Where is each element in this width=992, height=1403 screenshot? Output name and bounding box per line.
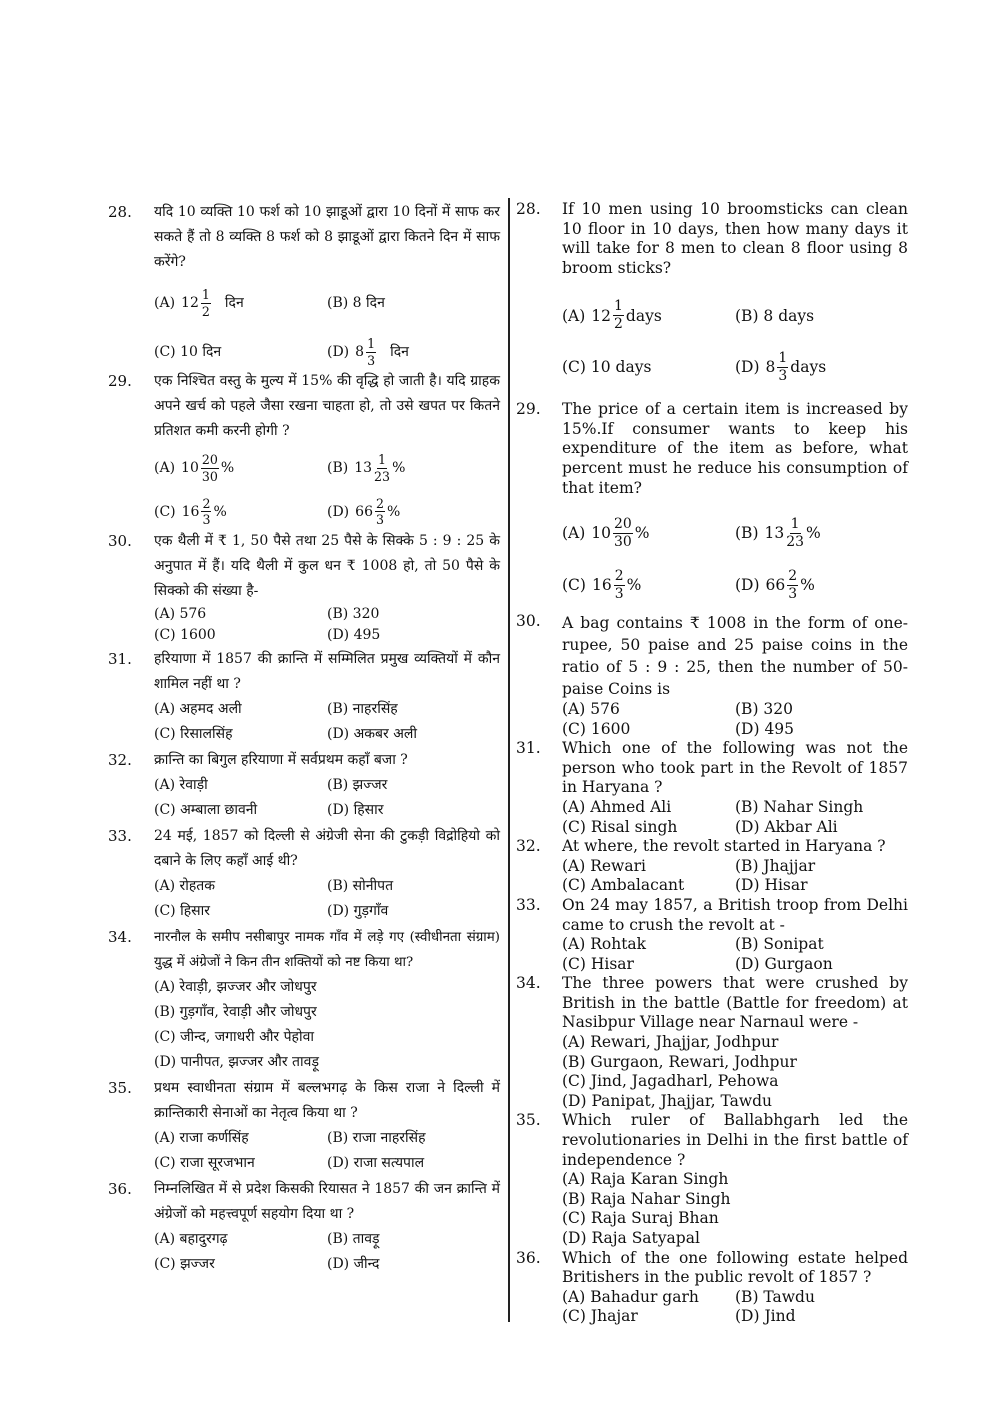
option-b: (B) Tawdu <box>735 1287 815 1306</box>
question-text: At where, the revolt started in Haryana ? <box>562 837 886 856</box>
question-32-english <box>516 837 908 896</box>
question-31-hindi <box>108 647 500 747</box>
option-b: (B) Gurgaon, Rewari, Jodhpur <box>562 1052 797 1071</box>
option-d: (D) Akbar Ali <box>735 817 838 836</box>
option-b: (B) नाहरसिंह <box>327 700 398 717</box>
question-number: 29. <box>108 372 132 391</box>
question-text: Which of the one following estate helped Britishers in the public revolt of 1857 ? <box>562 1248 908 1287</box>
question-text: हरियाणा में 1857 की क्रान्ति में सम्मिलित प्रमुख व्यक्तियों में कौन शामिल नहीं था ? <box>154 650 500 692</box>
option-c: (C) Jhajar <box>562 1307 638 1326</box>
question-text: एक निश्चित वस्तु के मुल्य में 15% की वृद्धि हो जाती है। यदि ग्राहक अपने खर्च को पहले जैसा रखना चाहता हो, तो उसे खपत पर कितने प्रतिशत कमी करनी होगी ? <box>154 373 500 440</box>
option-c: (C) झज्जर <box>154 1255 215 1272</box>
question-35-hindi <box>108 1076 500 1176</box>
option-d: (D) 495 <box>327 626 381 643</box>
question-33-english <box>516 896 908 974</box>
option-c: (C) 16 $\frac{2}{3}$ % <box>154 495 227 528</box>
question-number: 36. <box>108 1179 132 1198</box>
question-text: Which ruler of Ballabhgarh led the revolutionaries in Delhi in the first battle of independence ? <box>562 1111 908 1169</box>
question-30-hindi <box>108 529 500 646</box>
question-number: 35. <box>108 1078 132 1097</box>
option-b: (B) गुड़गाँव, रेवाड़ी और जोधपुर <box>154 1003 317 1020</box>
question-text: If 10 men using 10 broomsticks can clean 10 floor in 10 days, then how many days it will take for 8 men to clean 8 floor using 8 broom sticks? <box>562 200 908 277</box>
english-column <box>516 200 908 1327</box>
option-d: (D) अकबर अली <box>327 725 418 742</box>
option-a: (A) रोहतक <box>154 877 216 894</box>
option-a: (A) रेवाड़ी, झज्जर और जोधपुर <box>154 978 317 995</box>
question-text: 24 मई, 1857 को दिल्ली से अंग्रेजी सेना की टुकड़ी विद्रोहियो को दबाने के लिए कहाँ आई थी? <box>154 827 500 869</box>
option-a: (A) 10 $\frac{20}{30}$ % <box>154 452 235 484</box>
option-c: (C) 16 $\frac{2}{3}$ % <box>562 568 642 603</box>
option-a: (A) रेवाड़ी <box>154 776 208 793</box>
option-b: (B) 320 <box>327 605 380 622</box>
question-number: 35. <box>516 1111 541 1130</box>
option-a: (A) 12 $\frac{1}{2}$ दिन <box>154 287 244 319</box>
question-36-hindi <box>108 1177 500 1277</box>
option-a: (A) Rohtak <box>562 935 647 954</box>
option-a: (A) Ahmed Ali <box>562 797 672 816</box>
option-d: (D) पानीपत, झज्जर और तावड़ू <box>154 1053 319 1070</box>
question-number: 34. <box>108 927 132 946</box>
option-d: (D) 66 $\frac{2}{3}$ % <box>327 495 401 528</box>
question-number: 30. <box>516 611 541 630</box>
option-d: (D) गुड़गाँव <box>327 902 389 919</box>
question-number: 36. <box>516 1248 541 1267</box>
option-d: (D) जीन्द <box>327 1255 380 1272</box>
option-c: (C) Hisar <box>562 954 634 973</box>
option-b: (B) 8 दिन <box>327 295 385 312</box>
option-c: (C) Risal singh <box>562 817 678 836</box>
question-text: यदि 10 व्यक्ति 10 फर्श को 10 झाडूओं द्वारा 10 दिनों में साफ कर सकते हैं तो 8 व्यक्ति 8 फर्श को 8 झाडूओं द्वारा कितने दिन में साफ करेंगे? <box>154 204 500 270</box>
question-text: नारनौल के समीप नसीबापुर नामक गाँव में लड़े गए (स्वीधीनता संग्राम) युद्ध में अंग्रेजों ने किन तीन शक्तियों को नष्ट किया था? <box>154 929 500 970</box>
option-c: (C) अम्बाला छावनी <box>154 801 258 818</box>
question-text: एक थैली में ₹ 1, 50 पैसे तथा 25 पैसे के सिक्के 5 : 9 : 25 के अनुपात में हैं। यदि थैली में कुल धन ₹ 1008 हो, तो 50 पैसे के सिक्को की संख्या है- <box>154 532 500 599</box>
option-b: (B) Nahar Singh <box>735 797 864 816</box>
question-number: 28. <box>108 203 132 221</box>
option-c: (C) Ambalacant <box>562 876 685 895</box>
option-b: (B) 320 <box>735 699 793 718</box>
question-text: Which one of the following was not the person who took part in the Revolt of 1857 in Haryana ? <box>562 739 908 797</box>
option-a: (A) 10 $\frac{20}{30}$ % <box>562 516 650 551</box>
question-number: 30. <box>108 531 132 550</box>
question-number: 33. <box>516 895 541 914</box>
option-b: (B) 13 $\frac{1}{23}$ % <box>327 452 406 484</box>
option-c: (C) जीन्द, जगाधरी और पेहोवा <box>154 1028 314 1045</box>
option-d: (D) Gurgaon <box>735 954 833 973</box>
option-c: (C) Raja Suraj Bhan <box>562 1209 719 1228</box>
option-b: (B) Sonipat <box>735 935 824 954</box>
question-28-hindi <box>108 200 500 367</box>
option-c: (C) राजा सूरजभान <box>154 1154 255 1171</box>
question-number: 34. <box>516 974 541 993</box>
option-b: (B) राजा नाहरसिंह <box>327 1129 426 1146</box>
question-35-english <box>516 1111 908 1248</box>
option-b: (B) 8 days <box>735 306 815 325</box>
option-c: (C) हिसार <box>154 902 210 919</box>
column-divider <box>508 198 510 1322</box>
option-a: (A) राजा कर्णसिंह <box>154 1129 249 1146</box>
option-d: (D) 66 $\frac{2}{3}$ % <box>735 568 815 603</box>
question-28-english <box>516 200 908 384</box>
option-b: (B) Raja Nahar Singh <box>562 1189 731 1208</box>
option-b: (B) 13 $\frac{1}{23}$ % <box>735 516 821 551</box>
question-text: A bag contains ₹ 1008 in the form of one-rupee, 50 paise and 25 paise coins in the ratio of 5 : 9 : 25, then the number of 50-paise Coins is <box>562 613 908 698</box>
option-c: (C) 1600 <box>154 626 216 643</box>
option-c: (C) 1600 <box>562 719 631 738</box>
option-a: (A) 12 $\frac{1}{2}$ days <box>562 298 662 333</box>
question-number: 32. <box>516 837 541 856</box>
question-32-hindi <box>108 748 500 823</box>
option-d: (D) Raja Satyapal <box>562 1229 700 1247</box>
question-number: 29. <box>516 400 541 419</box>
option-c: (C) रिसालसिंह <box>154 725 233 742</box>
option-d: (D) 8 $\frac{1}{3}$ दिन <box>327 336 409 368</box>
question-36-english <box>516 1249 908 1327</box>
option-c: (C) 10 दिन <box>154 344 222 361</box>
question-number: 28. <box>516 200 541 218</box>
hindi-column <box>108 200 500 1278</box>
option-c: (C) 10 days <box>562 358 652 377</box>
option-d: (D) हिसार <box>327 801 384 818</box>
option-b: (B) झज्जर <box>327 776 388 793</box>
option-d: (D) Hisar <box>735 876 808 895</box>
question-31-english <box>516 739 908 837</box>
question-text: क्रान्ति का बिगुल हरियाणा में सर्वप्रथम कहाँ बजा ? <box>154 751 408 768</box>
question-text: On 24 may 1857, a British troop from Delhi came to crush the revolt at - <box>562 895 908 934</box>
option-a: (A) 576 <box>562 699 620 718</box>
option-a: (A) Rewari, Jhajjar, Jodhpur <box>562 1033 779 1052</box>
option-a: (A) Bahadur garh <box>562 1287 699 1306</box>
question-number: 31. <box>516 739 541 758</box>
question-29-hindi <box>108 369 500 526</box>
option-d: (D) 495 <box>735 719 795 738</box>
question-33-hindi <box>108 824 500 924</box>
question-text: The three powers that were crushed by British in the battle (Battle for freedom) at Nasibpur Village near Narnaul were - <box>562 974 908 1032</box>
option-d: (D) Jind <box>735 1307 796 1326</box>
question-text: निम्नलिखित में से प्रदेश किसकी रियासत ने 1857 की जन क्रान्ति में अंग्रेजों को महत्त्वपूर्ण सहयोग दिया था ? <box>154 1180 500 1222</box>
option-b: (B) सोनीपत <box>327 877 394 894</box>
question-number: 31. <box>108 649 132 668</box>
option-c: (C) Jind, Jagadharl, Pehowa <box>562 1072 779 1091</box>
question-29-english <box>516 400 908 602</box>
question-34-english <box>516 974 908 1111</box>
option-b: (B) Jhajjar <box>735 856 816 875</box>
question-number: 33. <box>108 826 132 845</box>
question-34-hindi <box>108 925 500 1075</box>
option-a: (A) 576 <box>154 605 207 622</box>
question-text: The price of a certain item is increased by 15%.If consumer wants to keep his expenditure of the item as before, what percent must he reduce his consumption of that item? <box>562 400 908 497</box>
option-a: (A) बहादुरगढ़ <box>154 1230 228 1247</box>
option-d: (D) Panipat, Jhajjar, Tawdu <box>562 1091 773 1110</box>
question-number: 32. <box>108 750 132 769</box>
option-d: (D) 8 $\frac{1}{3}$ days <box>735 350 827 385</box>
option-a: (A) Raja Karan Singh <box>562 1170 729 1189</box>
option-a: (A) अहमद अली <box>154 700 242 717</box>
option-d: (D) राजा सत्यपाल <box>327 1154 425 1171</box>
question-text: प्रथम स्वाधीनता संग्राम में बल्लभगढ़ के किस राजा ने दिल्ली में क्रान्तिकारी सेनाओं का नेतृत्व किया था ? <box>154 1079 500 1121</box>
question-30-english <box>516 612 908 739</box>
option-a: (A) Rewari <box>562 856 646 875</box>
option-b: (B) तावड़ू <box>327 1230 380 1247</box>
